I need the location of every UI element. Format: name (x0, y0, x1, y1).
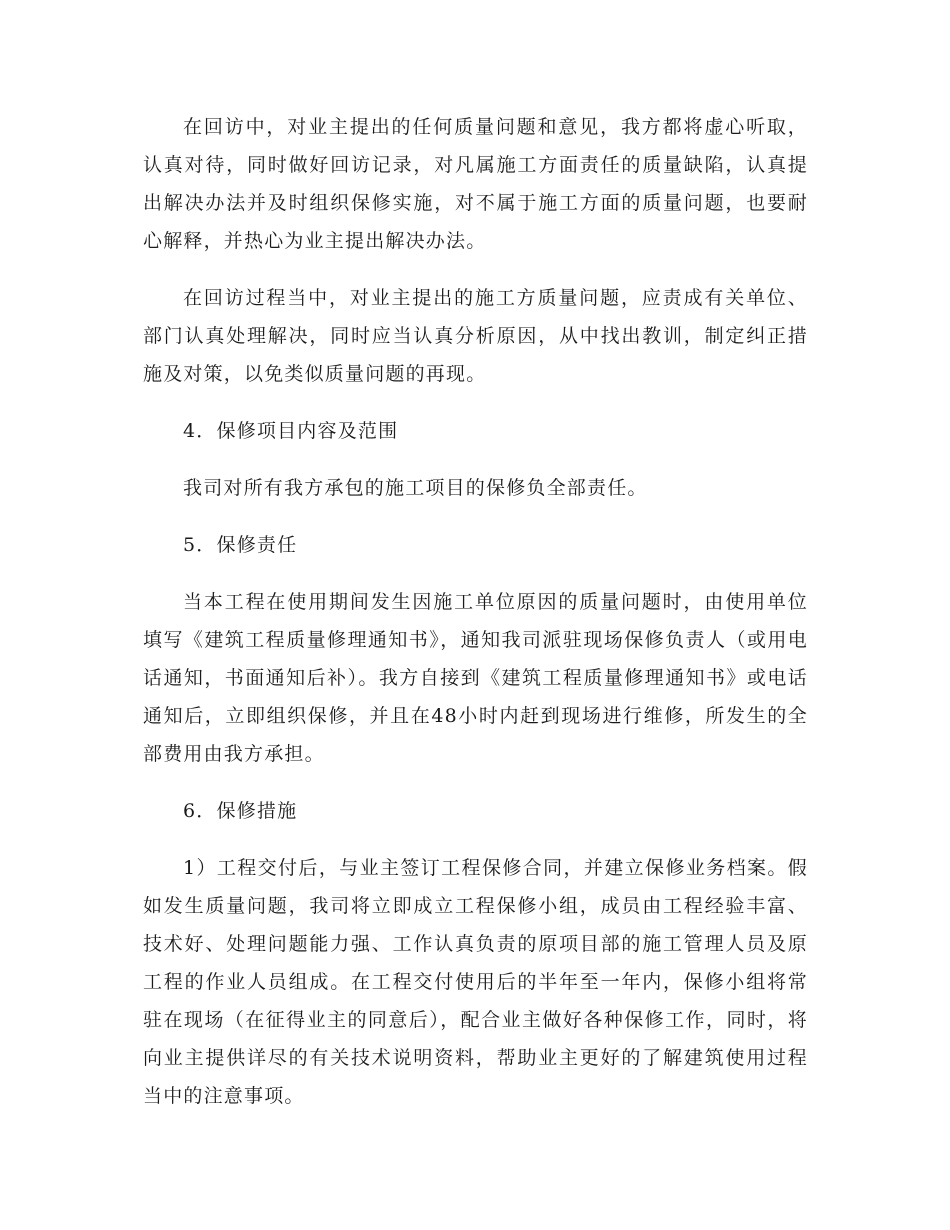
paragraph-return-visit-process: 在回访过程当中，对业主提出的施工方质量问题，应责成有关单位、部门认真处理解决，同时应当认真分析原因，从中找出教训，制定纠正措施及对策，以免类似质量问题的再现。 (143, 287, 808, 385)
section-heading-warranty-responsibility: 5．保修责任 (183, 534, 298, 556)
paragraph-return-visit-feedback: 在回访中，对业主提出的任何质量问题和意见，我方都将虚心听取，认真对待，同时做好回访记录，对凡属施工方面责任的质量缺陷，认真提出解决办法并及时组织保修实施，对不属于施工方面的质量问题，也要耐心解释，并热心为业主提出解决办法。 (143, 116, 808, 252)
paragraph-warranty-measures: 1）工程交付后，与业主签订工程保修合同，并建立保修业务档案。假如发生质量问题，我司将立即成立工程保修小组，成员由工程经验丰富、技术好、处理问题能力强、工作认真负责的原项目部的施工管理人员及原工程的作业人员组成。在工程交付使用后的半年至一年内，保修小组将常驻在现场（在征得业主的同意后），配合业主做好各种保修工作，同时，将向业主提供详尽的有关技术说明资料，帮助业主更好的了解建筑使用过程当中的注意事项。 (143, 857, 808, 1107)
section-heading-warranty-measures: 6．保修措施 (183, 800, 298, 822)
section-heading-warranty-scope: 4．保修项目内容及范围 (183, 420, 399, 442)
paragraph-warranty-responsibility: 当本工程在使用期间发生因施工单位原因的质量问题时，由使用单位填写《建筑工程质量修理通知书》，通知我司派驻现场保修负责人（或用电话通知，书面通知后补）。我方自接到《建筑工程质量修理通知书》或电话通知后，立即组织保修，并且在48小时内赶到现场进行维修，所发生的全部费用由我方承担。 (143, 591, 808, 765)
paragraph-warranty-scope: 我司对所有我方承包的施工项目的保修负全部责任。 (183, 477, 648, 499)
document-page (143, 108, 808, 1134)
